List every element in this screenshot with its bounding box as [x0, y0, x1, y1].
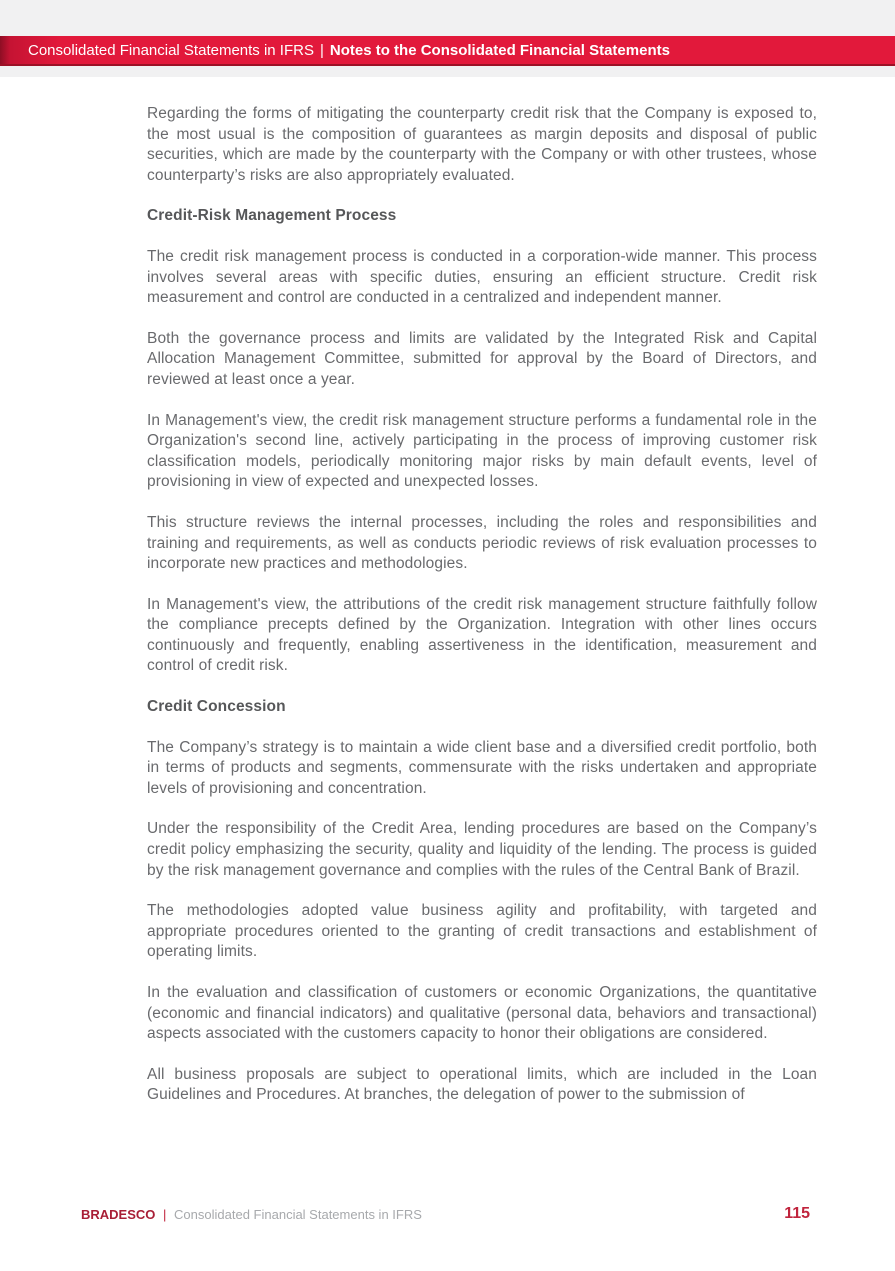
- section-heading: Credit-Risk Management Process: [147, 207, 397, 225]
- paragraph: Under the responsibility of the Credit Area, lending procedures are based on the Company’s credit policy emphasizing the security, quality and liquidity of the lending. The process is guided by the risk management governance and complies with the rules of the Central Bank of Brazil.: [147, 820, 817, 879]
- paragraph: The methodologies adopted value business agility and profitability, with targeted and appropriate procedures oriented to the granting of credit transactions and establishment of operating limits.: [147, 902, 817, 961]
- paragraph: Regarding the forms of mitigating the counterparty credit risk that the Company is exposed to, the most usual is the composition of guarantees as margin deposits and disposal of public securities, which are made by the counterparty with the Company or with other trustees, whose counterparty’s risks are also appropriately evaluated.: [147, 105, 817, 184]
- footer-label: Consolidated Financial Statements in IFRS: [174, 1206, 422, 1222]
- paragraph: All business proposals are subject to operational limits, which are included in the Loan Guidelines and Procedures. At branches, the delegation of power to the submission of: [147, 1065, 817, 1104]
- page-footer: [81, 1205, 810, 1223]
- header-gray-strip: [0, 66, 895, 77]
- footer-separator: |: [163, 1206, 167, 1222]
- paragraph: In Management's view, the attributions of the credit risk management structure faithfully follow the compliance precepts defined by the Organization. Integration with other lines occurs continuously and frequently, enabling assertiveness in the identification, measurement and control of credit risk.: [147, 595, 817, 675]
- paragraph: The Company’s strategy is to maintain a wide client base and a diversified credit portfolio, both in terms of products and segments, commensurate with the risks undertaken and appropriate levels of provisioning and concentration.: [147, 738, 817, 797]
- paragraph: Both the governance process and limits are validated by the Integrated Risk and Capital Allocation Management Committee, submitted for approval by the Board of Directors, and reviewed at least once a year.: [147, 329, 817, 388]
- page-header-bar: [0, 36, 895, 66]
- paragraph: In the evaluation and classification of customers or economic Organizations, the quantitative (economic and financial indicators) and qualitative (personal data, behaviors and transactional) aspects associated with the customers capacity to honor their obligations are considered.: [147, 984, 817, 1043]
- paragraph: This structure reviews the internal processes, including the roles and responsibilities and training and requirements, as well as conducts periodic reviews of risk evaluation processes to incorporate new practices and methodologies.: [147, 513, 817, 573]
- section-heading: Credit Concession: [147, 698, 286, 716]
- paragraph: The credit risk management process is conducted in a corporation-wide manner. This process involves several areas with specific duties, ensuring an efficient structure. Credit risk measurement and control are conducted in a centralized and independent manner.: [147, 247, 817, 307]
- footer-document-label: [81, 1207, 422, 1222]
- page-number: 115: [784, 1205, 810, 1222]
- document-body: [147, 104, 817, 1126]
- breadcrumb: Consolidated Financial Statements in IFRS: [28, 41, 314, 59]
- top-gray-band: [0, 0, 895, 36]
- breadcrumb-separator: |: [319, 41, 324, 59]
- page-title: Notes to the Consolidated Financial Statements: [329, 41, 670, 59]
- paragraph: In Management's view, the credit risk management structure performs a fundamental role in the Organization's second line, actively participating in the process of improving customer risk classification models, periodically monitoring major risks by main default events, level of provisioning in view of expected and unexpected losses.: [147, 411, 817, 491]
- bradesco-logo-text: BRADESCO: [81, 1206, 156, 1222]
